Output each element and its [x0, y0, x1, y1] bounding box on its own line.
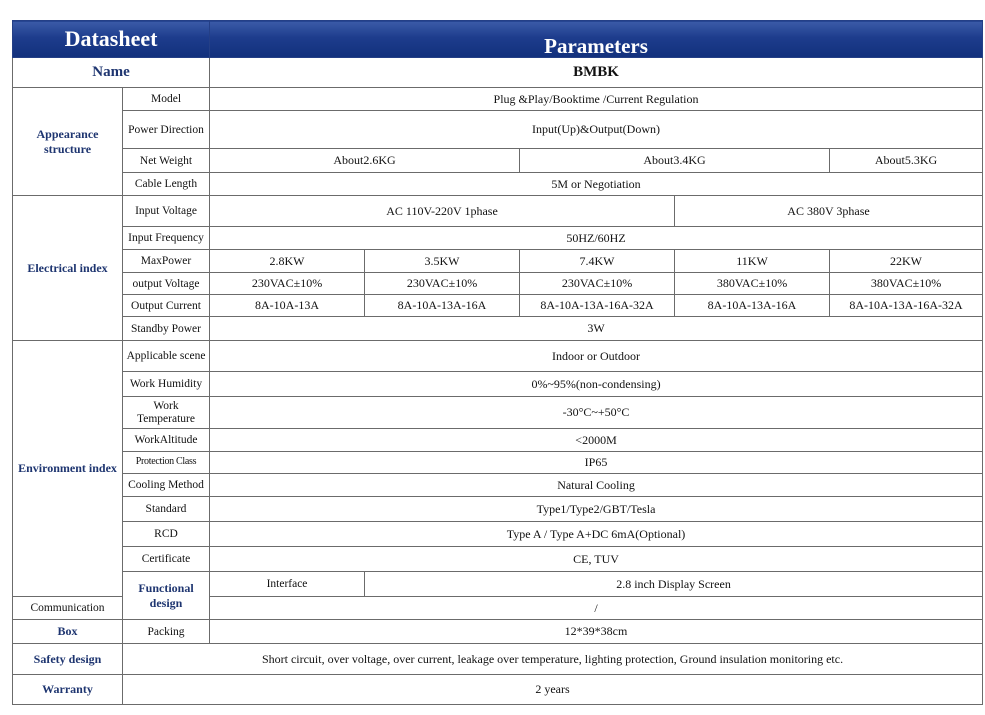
section-safety: Safety design [13, 644, 123, 675]
section-environment: Environment index [13, 341, 123, 597]
section-appearance: Appearance structure [13, 88, 123, 196]
row-work-temperature [13, 397, 983, 429]
value-power-direction: Input(Up)&Output(Down) [210, 111, 983, 149]
label-output-voltage: output Voltage [123, 273, 210, 295]
row-warranty [13, 675, 983, 705]
value-output-current-1: 8A-10A-13A [210, 295, 365, 317]
label-input-voltage: Input Voltage [123, 196, 210, 227]
value-net-weight-1: About2.6KG [210, 149, 520, 173]
name-label: Name [13, 58, 210, 88]
value-model: Plug &Play/Booktime /Current Regulation [210, 88, 983, 111]
row-standard [13, 497, 983, 522]
row-work-humidity [13, 372, 983, 397]
row-cooling-method [13, 474, 983, 497]
value-max-power-4: 11KW [675, 250, 830, 273]
value-output-voltage-4: 380VAC±10% [675, 273, 830, 295]
label-input-frequency: Input Frequency [123, 227, 210, 250]
value-protection-class: IP65 [210, 452, 983, 474]
value-output-voltage-3: 230VAC±10% [520, 273, 675, 295]
row-model [13, 88, 983, 111]
label-work-temperature: Work Temperature [123, 397, 210, 429]
value-applicable-scene: Indoor or Outdoor [210, 341, 983, 372]
value-input-voltage-2: AC 380V 3phase [675, 196, 983, 227]
label-applicable-scene: Applicable scene [123, 341, 210, 372]
value-input-voltage-1: AC 110V-220V 1phase [210, 196, 675, 227]
row-applicable-scene [13, 341, 983, 372]
label-cable-length: Cable Length [123, 173, 210, 196]
row-rcd [13, 522, 983, 547]
label-interface: Interface [210, 572, 365, 597]
section-electrical: Electrical index [13, 196, 123, 341]
value-output-voltage-2: 230VAC±10% [365, 273, 520, 295]
value-packing: 12*39*38cm [210, 620, 983, 644]
value-max-power-3: 7.4KW [520, 250, 675, 273]
value-net-weight-2: About3.4KG [520, 149, 830, 173]
label-work-humidity: Work Humidity [123, 372, 210, 397]
value-standby-power: 3W [210, 317, 983, 341]
label-rcd: RCD [123, 522, 210, 547]
label-cooling-method: Cooling Method [123, 474, 210, 497]
row-net-weight [13, 149, 983, 173]
label-packing: Packing [123, 620, 210, 644]
value-cable-length: 5M or Negotiation [210, 173, 983, 196]
datasheet-header: Datasheet [13, 21, 210, 58]
header-row [13, 21, 983, 58]
label-communication: Communication [13, 597, 123, 620]
value-net-weight-3: About5.3KG [830, 149, 983, 173]
row-cable-length [13, 173, 983, 196]
value-work-temperature: -30°C~+50°C [210, 397, 983, 429]
section-box: Box [13, 620, 123, 644]
label-model: Model [123, 88, 210, 111]
value-work-humidity: 0%~95%(non-condensing) [210, 372, 983, 397]
row-safety [13, 644, 983, 675]
label-output-current: Output Current [123, 295, 210, 317]
parameters-header: Parameters [210, 21, 983, 58]
value-output-current-2: 8A-10A-13A-16A [365, 295, 520, 317]
row-certificate [13, 547, 983, 572]
row-power-direction [13, 111, 983, 149]
label-standard: Standard [123, 497, 210, 522]
label-work-altitude: WorkAltitude [123, 429, 210, 452]
value-cooling-method: Natural Cooling [210, 474, 983, 497]
row-packing [13, 620, 983, 644]
row-output-current [13, 295, 983, 317]
value-rcd: Type A / Type A+DC 6mA(Optional) [210, 522, 983, 547]
datasheet [12, 20, 982, 705]
value-safety: Short circuit, over voltage, over current, leakage over temperature, lighting protection, Ground insulation monitoring etc. [123, 644, 983, 675]
value-communication: / [210, 597, 983, 620]
name-row [13, 58, 983, 88]
label-max-power: MaxPower [123, 250, 210, 273]
value-output-voltage-1: 230VAC±10% [210, 273, 365, 295]
row-output-voltage [13, 273, 983, 295]
value-max-power-2: 3.5KW [365, 250, 520, 273]
value-output-current-4: 8A-10A-13A-16A [675, 295, 830, 317]
label-net-weight: Net Weight [123, 149, 210, 173]
value-interface: 2.8 inch Display Screen [365, 572, 983, 597]
value-max-power-1: 2.8KW [210, 250, 365, 273]
row-standby-power [13, 317, 983, 341]
value-output-current-5: 8A-10A-13A-16A-32A [830, 295, 983, 317]
row-interface [13, 572, 983, 597]
label-power-direction: Power Direction [123, 111, 210, 149]
label-certificate: Certificate [123, 547, 210, 572]
row-max-power [13, 250, 983, 273]
label-protection-class: Protection Class [123, 452, 210, 474]
row-input-voltage [13, 196, 983, 227]
value-certificate: CE, TUV [210, 547, 983, 572]
label-standby-power: Standby Power [123, 317, 210, 341]
value-standard: Type1/Type2/GBT/Tesla [210, 497, 983, 522]
value-work-altitude: <2000M [210, 429, 983, 452]
value-warranty: 2 years [123, 675, 983, 705]
value-input-frequency: 50HZ/60HZ [210, 227, 983, 250]
value-max-power-5: 22KW [830, 250, 983, 273]
row-protection-class [13, 452, 983, 474]
value-output-current-3: 8A-10A-13A-16A-32A [520, 295, 675, 317]
model-name: BMBK [210, 58, 983, 88]
row-input-frequency [13, 227, 983, 250]
value-output-voltage-5: 380VAC±10% [830, 273, 983, 295]
datasheet-table [12, 20, 983, 705]
row-work-altitude [13, 429, 983, 452]
section-warranty: Warranty [13, 675, 123, 705]
section-functional: Functional design [123, 572, 210, 620]
